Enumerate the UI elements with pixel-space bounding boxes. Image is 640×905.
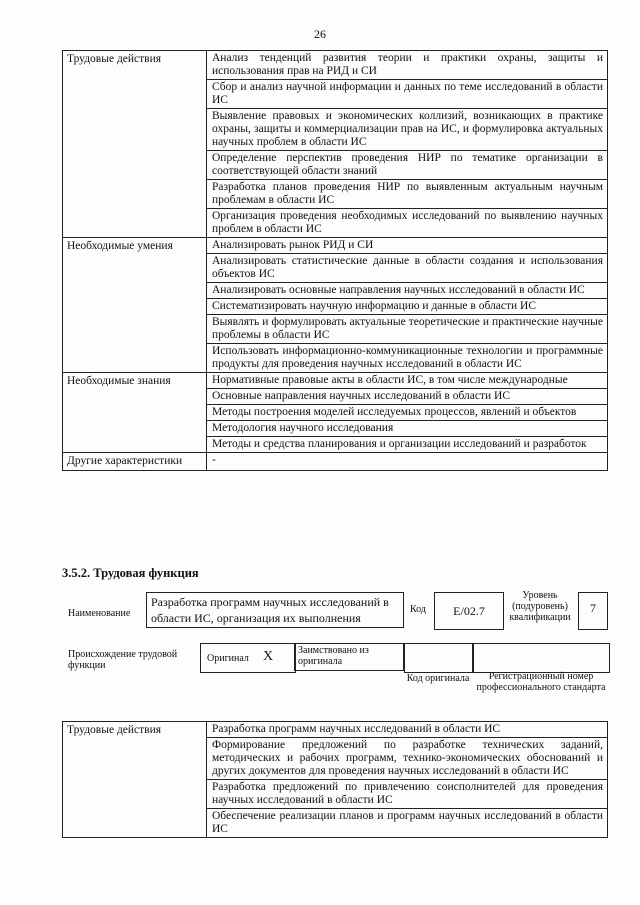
list-item: Разработка предложений по привлечению соисполнителей для проведения научных исследований в области ИС: [207, 780, 607, 809]
list-item: Определение перспектив проведения НИР по тематике организации в соответствующей области знаний: [207, 151, 607, 180]
list-item: Выявление правовых и экономических коллизий, возникающих в практике охраны, защиты и коммерциализации прав на ИС, и формулировка актуальных научных проблем в области ИС: [207, 109, 607, 151]
original-box: [200, 643, 296, 673]
code-original-box: [404, 643, 474, 673]
table-row: [63, 373, 608, 453]
list-item: Анализировать статистические данные в области создания и использования объектов ИС: [207, 254, 607, 283]
list-item: Анализировать рынок РИД и СИ: [207, 238, 607, 254]
original-mark: X: [263, 649, 274, 664]
labor-function-table: [62, 50, 608, 471]
list-item: Использовать информационно-коммуникационные технологии и программные продукты для проведения научных исследований в области ИС: [212, 345, 603, 370]
list-item: Анализировать основные направления научных исследований в области ИС: [207, 283, 607, 299]
row-items: [207, 453, 608, 471]
original-label: Оригинал: [207, 653, 249, 664]
code-label: Код: [410, 604, 426, 615]
list-item: Основные направления научных исследований в области ИС: [207, 389, 607, 405]
row-items: [207, 238, 608, 373]
list-item: Разработка планов проведения НИР по выявленным актуальным научным проблемам в области ИС: [207, 180, 607, 209]
list-item: Обеспечение реализации планов и программ научных исследований в области ИС: [212, 810, 603, 835]
row-items: [207, 722, 608, 838]
list-item: Сбор и анализ научной информации и данных по теме исследований в области ИС: [207, 80, 607, 109]
list-item: Формирование предложений по разработке технических заданий, методических и рабочих программ, технико-экономических обоснований и других документов для проведения научных исследований в области ИС: [207, 738, 607, 780]
reg-number-label: Регистрационный номер профессионального стандарта: [476, 671, 606, 693]
list-item: Методы и средства планирования и организации исследований и разработок: [212, 438, 587, 450]
reg-number-box: [472, 643, 610, 673]
borrowed-box: Заимствовано из оригинала: [294, 643, 404, 671]
code-original-label: Код оригинала: [406, 673, 470, 684]
page-number: 26: [314, 27, 326, 41]
level-label: Уровень (подуровень) квалификации: [509, 590, 571, 623]
row-label: Трудовые действия: [63, 51, 207, 238]
table-row: [63, 722, 608, 838]
table-row: [63, 51, 608, 238]
list-item: Методология научного исследования: [207, 421, 607, 437]
name-label: Наименование: [68, 608, 131, 619]
row-label: Необходимые умения: [63, 238, 207, 373]
function-name-value: Разработка программ научных исследований в области ИС, организация их выполнения: [146, 592, 404, 628]
list-item: Организация проведения необходимых исследований по выявлению научных проблем в области ИС: [212, 210, 603, 235]
level-value: 7: [578, 592, 608, 630]
list-item: Систематизировать научную информацию и данные в области ИС: [207, 299, 607, 315]
list-item: -: [212, 454, 216, 466]
list-item: Выявлять и формулировать актуальные теоретические и практические научные проблемы в области ИС: [207, 315, 607, 344]
row-label: Необходимые знания: [63, 373, 207, 453]
function-code-value: E/02.7: [434, 592, 504, 630]
row-label: Другие характеристики: [63, 453, 207, 471]
row-items: [207, 51, 608, 238]
list-item: Разработка программ научных исследований в области ИС: [207, 722, 607, 738]
row-items: [207, 373, 608, 453]
row-label: Трудовые действия: [63, 722, 207, 838]
section-heading: 3.5.2. Трудовая функция: [62, 566, 199, 580]
labor-actions-table-2: [62, 721, 608, 838]
list-item: Методы построения моделей исследуемых процессов, явлений и объектов: [207, 405, 607, 421]
table-row: [63, 453, 608, 471]
list-item: Анализ тенденций развития теории и практики охраны, защиты и использования прав на РИД и СИ: [207, 51, 607, 80]
table-row: [63, 238, 608, 373]
origin-label: Происхождение трудовой функции: [68, 649, 178, 671]
list-item: Нормативные правовые акты в области ИС, в том числе международные: [207, 373, 607, 389]
